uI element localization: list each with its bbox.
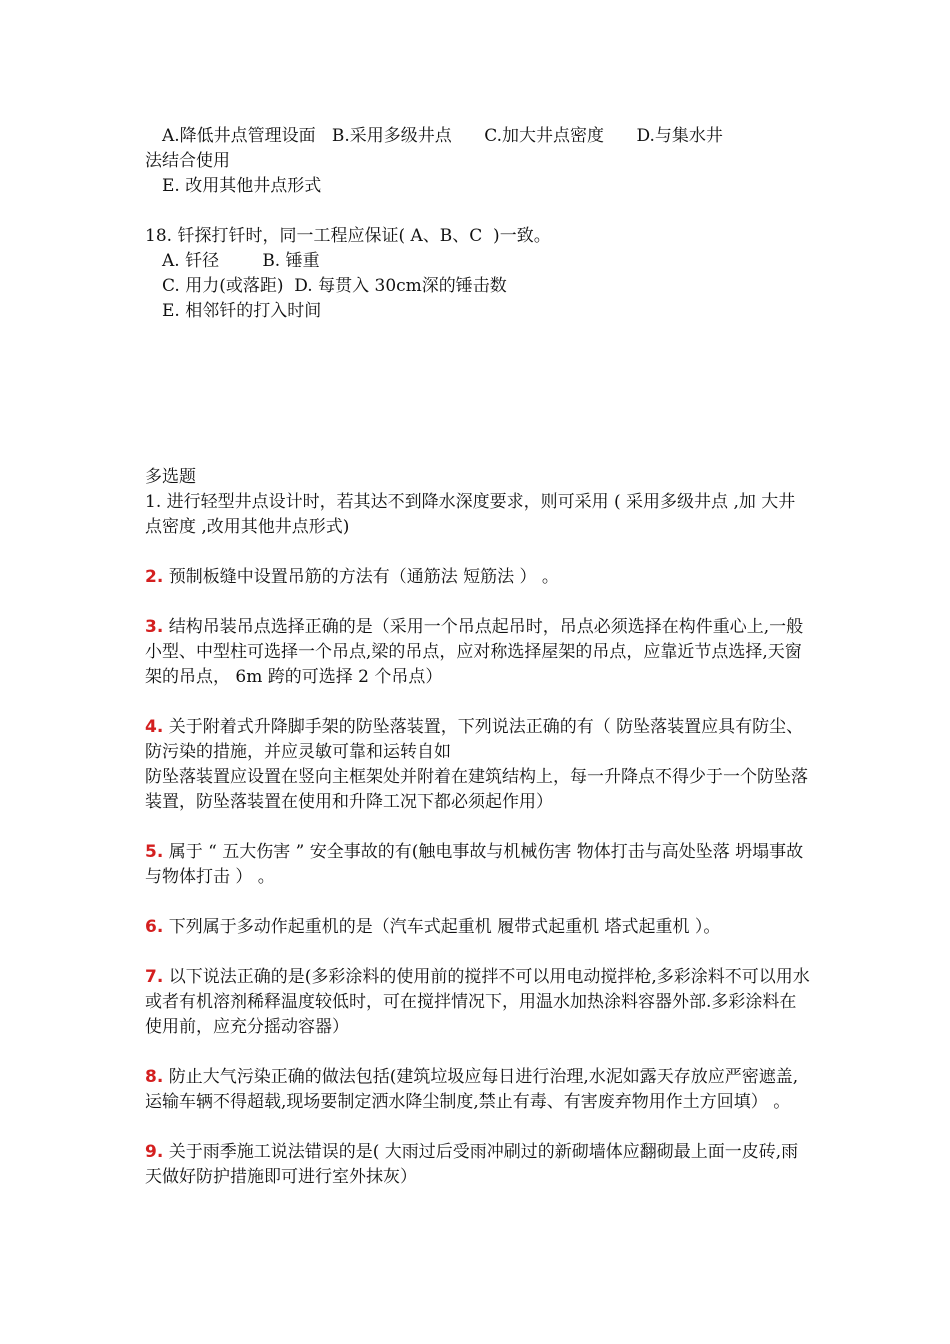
question-number: 9. xyxy=(145,1142,164,1162)
multi-q4 xyxy=(145,715,810,765)
q18-option-e: E. 相邻钎的打入时间 xyxy=(162,301,322,321)
section-title: 多选题 xyxy=(145,467,196,487)
question-number: 7. xyxy=(145,967,164,987)
multi-q9 xyxy=(145,1140,810,1190)
question-text: 关于附着式升降脚手架的防坠落装置，下列说法正确的有（ 防坠落装置应具有防尘、防污染的措施，并应灵敏可靠和运转自如 xyxy=(145,717,804,762)
multi-q5 xyxy=(145,840,810,890)
question-number: 5. xyxy=(145,842,164,862)
multi-q3 xyxy=(145,615,810,690)
question-text: 防止大气污染正确的做法包括(建筑垃圾应每日进行治理,水泥如露天存放应严密遮盖,运输车辆不得超载,现场要制定洒水降尘制度,禁止有毒、有害废弃物用作土方回填） 。 xyxy=(145,1067,799,1112)
question-number: 8. xyxy=(145,1067,164,1087)
question-number: 6. xyxy=(145,917,164,937)
multi-q6 xyxy=(145,915,810,940)
question-text: 下列属于多动作起重机的是（汽车式起重机 履带式起重机 塔式起重机 ）。 xyxy=(168,917,721,937)
question-text: 属于 “ 五大伤害 ” 安全事故的有(触电事故与机械伤害 物体打击与高处坠落 坍塌事故与物体打击 ） 。 xyxy=(145,842,804,887)
multi-q8 xyxy=(145,1065,810,1115)
multi-q7 xyxy=(145,965,810,1040)
question-text: 关于雨季施工说法错误的是( 大雨过后受雨冲刷过的新砌墙体应翻砌最上面一皮砖,雨天做好防护措施即可进行室外抹灰） xyxy=(145,1142,799,1187)
multi-q4-cont: 防坠落装置应设置在竖向主框架处并附着在建筑结构上，每一升降点不得少于一个防坠落装置，防坠落装置在使用和升降工况下都必须起作用） xyxy=(145,767,808,812)
prev-options-abcd: A.降低井点管理设面 B.采用多级井点 C.加大井点密度 D.与集水井 xyxy=(162,126,723,146)
question-number: 2. xyxy=(145,567,164,587)
question-text: 预制板缝中设置吊筋的方法有（通筋法 短筋法 ） 。 xyxy=(168,567,559,587)
prev-options-cont: 法结合使用 xyxy=(145,151,230,171)
question-number: 3. xyxy=(145,617,164,637)
q18-options-ab: A. 钎径 B. 锤重 xyxy=(162,251,320,271)
question-text: 以下说法正确的是(多彩涂料的使用前的搅拌不可以用电动搅拌枪,多彩涂料不可以用水或者有机溶剂稀释温度较低时，可在搅拌情况下，用温水加热涂料容器外部.多彩涂料在使用前，应充分摇动容器） xyxy=(145,967,810,1037)
document-page xyxy=(145,124,810,1190)
q18-stem: 18. 钎探打钎时，同一工程应保证( A、B、C )一致。 xyxy=(145,226,551,246)
prev-option-e: E. 改用其他井点形式 xyxy=(162,176,322,196)
q18-options-cd: C. 用力(或落距) D. 每贯入 30cm深的锤击数 xyxy=(162,276,507,296)
multi-q2 xyxy=(145,565,810,590)
question-text: 结构吊装吊点选择正确的是（采用一个吊点起吊时，吊点必须选择在构件重心上,一般小型、中型柱可选择一个吊点,梁的吊点，应对称选择屋架的吊点，应靠近节点选择,天窗架的吊点， 6m 跨的可选择 2 个吊点） xyxy=(145,617,804,687)
multi-q1: 1. 进行轻型井点设计时，若其达不到降水深度要求，则可采用 ( 采用多级井点 ,加 大井点密度 ,改用其他井点形式) xyxy=(145,492,796,537)
question-number: 4. xyxy=(145,717,164,737)
